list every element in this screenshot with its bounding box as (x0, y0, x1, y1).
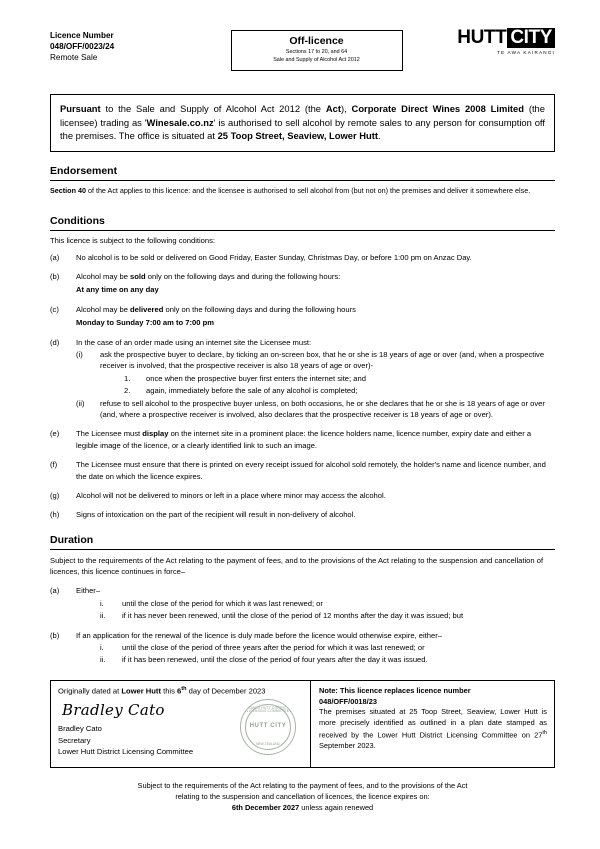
duration-subitem (100, 598, 555, 609)
logo-hutt-text: HUTT (457, 27, 507, 48)
document-footer (50, 780, 555, 813)
duration-subitem-text: if it has been renewed, until the close of the period of four years after the day it was issued. (122, 655, 428, 665)
condition-text (76, 337, 555, 421)
condition-label: (h) (50, 510, 60, 520)
hutt-city-logo (433, 28, 555, 55)
signature-block (51, 681, 311, 767)
handwritten-signature: Bradley Cato (62, 701, 165, 720)
pursuant-text-2: to the Sale and Supply of Alcohol Act 2012 (the (100, 103, 326, 114)
duration-subitem-text: until the close of the period of three years after the period for which it was last renewed; or (122, 643, 425, 653)
duration-body (76, 585, 555, 621)
note-heading: Note: (319, 685, 338, 695)
subitem3-label: 2. (124, 386, 131, 396)
remote-sale-label: Remote Sale (50, 53, 98, 63)
duration-label: (a) (50, 586, 60, 596)
footer-expiry-tail: unless again renewed (299, 803, 374, 813)
licence-number-block (50, 30, 200, 63)
pursuant-statement (50, 94, 555, 152)
signatory-name: Bradley Cato (58, 724, 102, 734)
subitem3-text: again, immediately before the sale of any alcohol is completed; (146, 386, 358, 396)
duration-item (50, 630, 555, 666)
duration-heading: Duration (50, 533, 94, 546)
duration-label: (b) (50, 630, 60, 640)
condition-text: No alcohol is to be sold or delivered on Good Friday, Easter Sunday, Christmas Day, or before 1:00 pm on Anzac Day. (76, 252, 472, 262)
subitem-body (100, 349, 555, 397)
conditions-heading: Conditions (50, 214, 105, 227)
footer-expiry-line (50, 802, 555, 813)
originally-dated-line (58, 686, 303, 696)
footer-line-1: Subject to the requirements of the Act relating to the payment of fees, and to the provisions of the Act (137, 780, 468, 790)
duration-item (50, 585, 555, 621)
licence-type-title: Off-licence (289, 35, 344, 47)
condition-item (50, 459, 555, 482)
duration-divider (50, 549, 555, 550)
endorsement-body (50, 186, 555, 197)
condition-hours: At any time on any day (76, 285, 159, 295)
condition-label: (a) (50, 252, 60, 262)
condition-item (50, 252, 555, 263)
duration-subitem-text: until the close of the period for which it was last renewed; or (122, 598, 323, 608)
licence-type-sections: Sections 17 to 20, and 64 (285, 49, 348, 55)
condition-bold-word: display (142, 429, 169, 439)
duration-intro: Subject to the requirements of the Act relating to the payment of fees, and to the provisions of the Act relating to the suspension and cancellation of licences, this licence continues in force– (50, 555, 544, 577)
condition-subitem (76, 398, 555, 421)
condition-item (50, 337, 555, 421)
condition-intro-text: In the case of an order made using an internet site the Licensee must: (76, 337, 312, 347)
pursuant-text-3: ), (340, 103, 352, 114)
subitem-text: refuse to sell alcohol to the prospective buyer unless, on both occasions, he or she declares that he or she is 18 years of age or over (and, where a prospective receiver is involved, also declares that the prospective receiver is 18 years of age or over). (100, 398, 545, 419)
signature-day-suffix: th (181, 685, 187, 692)
licence-type-box (231, 30, 403, 71)
pursuant-text-4: (the licensee) trading as ' (60, 103, 545, 128)
pursuant-text-6: . (378, 130, 381, 142)
footer-line-2: relating to the suspension and cancellation of licences, the licence expires on: (175, 791, 430, 801)
pursuant-act: Act (325, 103, 341, 114)
pursuant-lead: Pursuant (60, 103, 101, 114)
official-stamp (240, 699, 296, 755)
subitem-level3 (124, 373, 555, 384)
premises-address: 25 Toop Street, Seaview, Lower Hutt (217, 130, 379, 142)
condition-bold-word: delivered (130, 304, 164, 314)
note-body-text: The premises situated at 25 Toop Street, Seaview, Lower Hutt is more precisely identified as outlined in a plan date stamped as received by the Lower Hutt District Licensing Committee on 27 (319, 707, 547, 740)
duration-subitem-label: ii. (100, 655, 106, 665)
endorsement-divider (50, 180, 555, 181)
logo-subtitle: TE AWA KAIRANGI (497, 50, 555, 55)
condition-text (76, 428, 555, 451)
signatory-committee: Lower Hutt District Licensing Committee (58, 747, 194, 757)
duration-subitem-label: i. (100, 643, 104, 653)
stamp-top-text: LOWER HUTT DISTRICT LICENSING COMMITTEE (246, 705, 290, 714)
condition-text: Signs of intoxication on the part of the recipient will result in non-delivery of alcohol. (76, 510, 356, 520)
originally-dated-lead: Originally dated at (58, 686, 122, 696)
endorsement-text: of the Act applies to this licence: and the licensee is authorised to sell alcohol from (but not on) the premises and deliver it somewhere else. (85, 185, 531, 195)
stamp-bottom-text: NEW ZEALAND (256, 742, 280, 747)
condition-subitem (76, 349, 555, 397)
condition-text (76, 271, 555, 296)
duration-subitem (100, 642, 555, 653)
subitem-level3 (124, 385, 555, 396)
note-heading-line (319, 686, 547, 697)
note-replaced-number-value: 048/OFF/0018/23 (319, 696, 377, 706)
licence-number-label: Licence Number (50, 31, 114, 40)
subitem-label: (ii) (76, 398, 85, 408)
licensee-name: Corporate Direct Wines 2008 Limited (351, 103, 524, 114)
conditions-divider (50, 230, 555, 231)
condition-item (50, 490, 555, 501)
condition-label: (e) (50, 429, 60, 439)
trading-as-name: Winesale.co.nz (146, 116, 214, 128)
subitem3-text: once when the prospective buyer first enters the internet site; and (146, 373, 366, 383)
document-header (50, 27, 555, 82)
condition-lead-tail: on the internet site in a prominent place: the licence holders name, licence number, expiry date and either a legible image of the licence, or a clearly identified link to such an image. (76, 429, 532, 450)
subitem-label: (i) (76, 350, 83, 360)
condition-text: The Licensee must ensure that there is printed on every receipt issued for alcohol sold remotely, the holder's name and licence number, and the date on which the licence expires. (76, 460, 546, 481)
note-heading-text: This licence replaces licence number (337, 685, 471, 695)
condition-item (50, 271, 555, 296)
licence-number-value: 048/OFF/0023/24 (50, 42, 115, 52)
duration-subitem-text: if it has never been renewed, until the close of the period of 12 months after the day it was issued; but (122, 611, 464, 621)
condition-lead-tail: only on the following days and during the following hours: (145, 272, 341, 282)
condition-lead: Alcohol may be (76, 304, 131, 314)
note-body-sup: th (542, 729, 547, 736)
footer-expiry-date: 6th December 2027 (231, 803, 300, 813)
signature-place: Lower Hutt (121, 686, 161, 696)
duration-subitem (100, 654, 555, 665)
condition-hours: Monday to Sunday 7:00 am to 7:00 pm (76, 318, 214, 328)
endorsement-section-ref: Section 40 (50, 185, 86, 195)
condition-label: (g) (50, 490, 60, 500)
condition-text (76, 304, 555, 329)
signature-note-box (50, 680, 555, 768)
condition-bold-word: sold (130, 272, 146, 282)
duration-text: If an application for the renewal of the licence is duly made before the licence would otherwise expire, either– (76, 630, 442, 640)
conditions-intro: This licence is subject to the following conditions: (50, 235, 216, 245)
duration-text: Either– (76, 586, 101, 596)
condition-item (50, 304, 555, 329)
condition-label: (d) (50, 337, 60, 347)
condition-lead: The Licensee must (76, 429, 143, 439)
pursuant-text-5: ' is authorised to sell alcohol by remote sales to any person for consumption off the premises. The office is situated at (60, 116, 545, 142)
signatory-role: Secretary (58, 735, 91, 745)
originally-dated-mid: this (160, 686, 178, 696)
stamp-center-text: HUTT CITY (249, 722, 287, 729)
note-body (319, 707, 547, 751)
condition-text: Alcohol will not be delivered to minors or left in a place where minor may access the alcohol. (76, 490, 386, 500)
duration-body (76, 630, 555, 666)
condition-label: (f) (50, 460, 58, 470)
duration-subitem-label: i. (100, 598, 104, 608)
condition-lead-tail: only on the following days and during the following hours (163, 304, 356, 314)
subitem-text: ask the prospective buyer to declare, by ticking an on-screen box, that he or she is 18 years of age or over (and, when a prospective receiver is involved, that the prospective receiver is also 18 years of age or over)- (100, 350, 545, 371)
note-body-tail: September 2023. (319, 740, 376, 750)
condition-lead: Alcohol may be (76, 272, 131, 282)
signature-day: 6 (177, 686, 182, 696)
logo-city-text: CITY (507, 28, 555, 48)
condition-item (50, 509, 555, 520)
note-replaced-number (319, 697, 547, 708)
licence-type-act: Sale and Supply of Alcohol Act 2012 (273, 56, 360, 63)
condition-label: (c) (50, 304, 59, 314)
subitem3-label: 1. (124, 373, 131, 383)
condition-item (50, 428, 555, 451)
note-block (311, 681, 554, 767)
endorsement-heading: Endorsement (50, 164, 118, 177)
duration-subitem-label: ii. (100, 611, 106, 621)
originally-dated-tail: day of December 2023 (186, 686, 266, 696)
duration-subitem (100, 610, 555, 621)
condition-label: (b) (50, 272, 60, 282)
